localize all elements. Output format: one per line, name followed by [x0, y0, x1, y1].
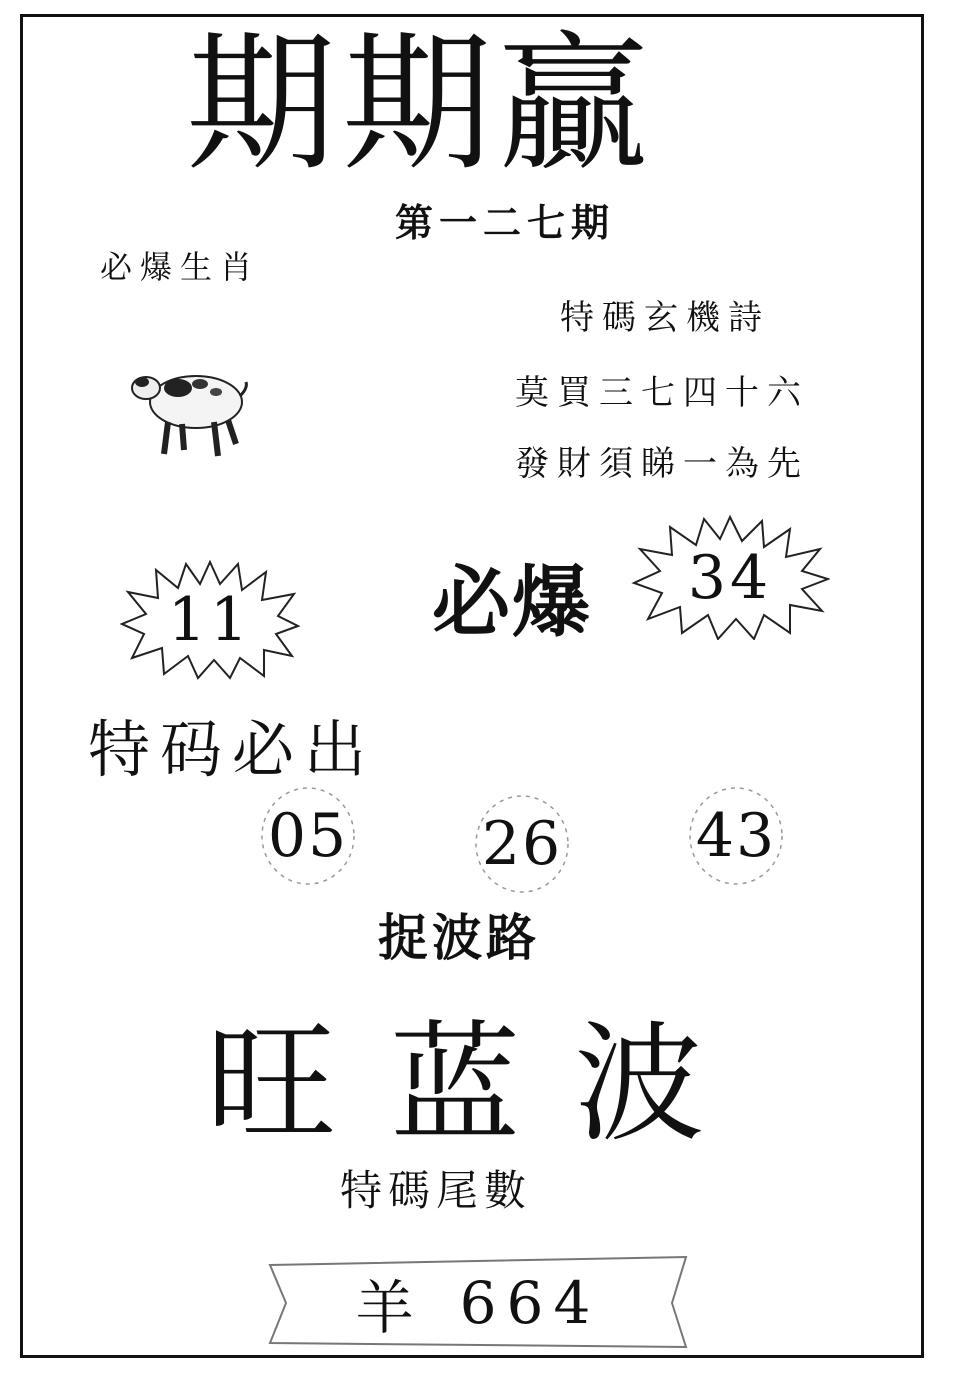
number-ball — [686, 784, 786, 888]
tail-banner — [268, 1255, 688, 1351]
burst-badge — [120, 560, 300, 680]
page-title: 期期贏 — [186, 18, 655, 192]
must-explode-number: 34 — [687, 542, 773, 613]
tail-number-label: 特碼尾數 — [340, 1166, 533, 1215]
poem-line: 莫買三七四十六 — [515, 373, 809, 413]
number-ball-value: 26 — [481, 809, 563, 879]
special-out-label: 特码必出 — [88, 713, 377, 786]
zodiac-label: 必爆生肖 — [100, 248, 261, 286]
poem-line: 發財須睇一為先 — [515, 444, 809, 484]
burst-badge — [630, 515, 830, 640]
number-ball-value: 05 — [267, 801, 349, 871]
number-ball-value: 43 — [695, 801, 777, 871]
number-ball — [472, 792, 572, 896]
tail-numbers: 664 — [459, 1269, 601, 1337]
sheep-icon — [128, 358, 252, 462]
poem-title: 特碼玄機詩 — [560, 298, 770, 338]
issue-number: 第一二七期 — [395, 200, 616, 245]
tail-zodiac: 羊 — [355, 1274, 424, 1342]
must-explode-label: 必爆 — [432, 558, 593, 648]
wave-route-label: 捉波路 — [378, 909, 540, 967]
wave-result: 旺蓝波 — [206, 1008, 759, 1160]
burst-number: 11 — [167, 585, 253, 655]
number-ball — [258, 784, 358, 888]
